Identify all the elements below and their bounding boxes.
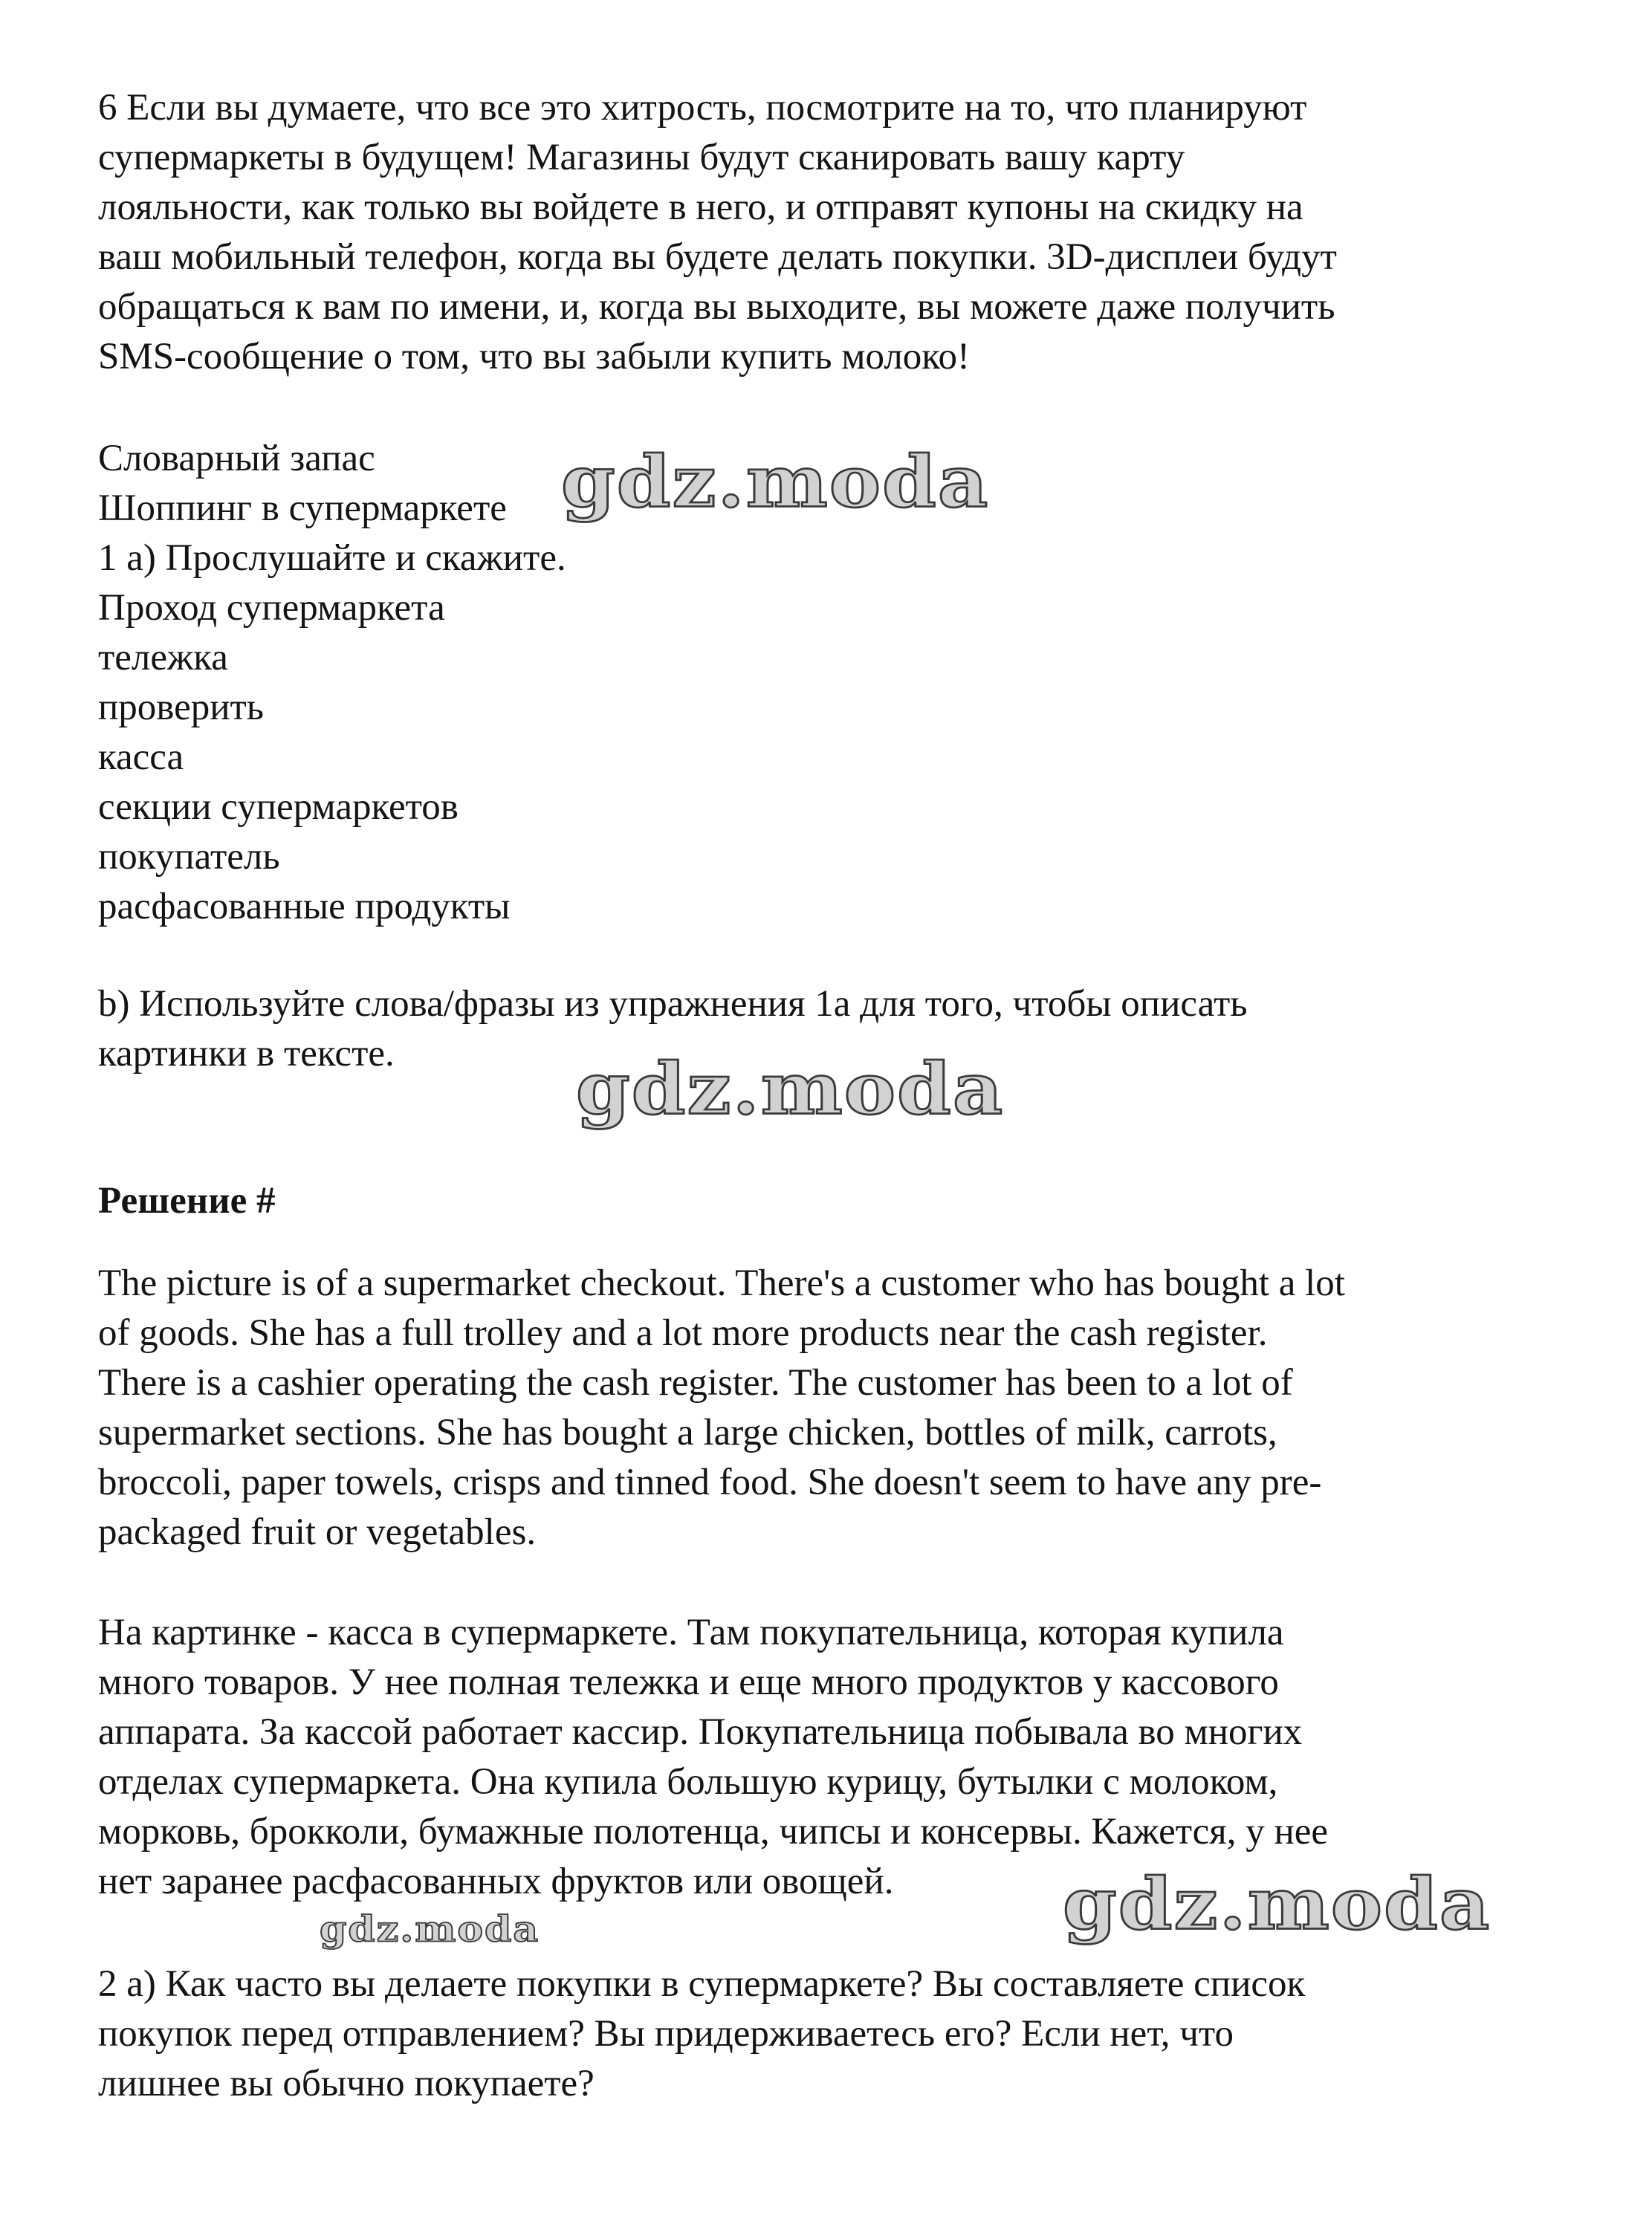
text-line: The picture is of a supermarket checkout. There's a customer who has bought a lot xyxy=(98,1263,1345,1304)
vocabulary-word: Проход супермаркета xyxy=(98,587,445,629)
text-line: ваш мобильный телефон, когда вы будете делать покупки. 3D-дисплеи будут xyxy=(98,236,1337,278)
vocabulary-word: расфасованные продукты xyxy=(98,886,511,927)
vocabulary-subheading: Шоппинг в супермаркете xyxy=(98,487,507,529)
task-1a-instruction: 1 a) Прослушайте и скажите. xyxy=(98,537,566,579)
solution-heading-text: Решение # xyxy=(98,1180,276,1222)
text-line: packaged fruit or vegetables. xyxy=(98,1511,537,1553)
text-line: supermarket sections. She has bought a large chicken, bottles of milk, carrots, xyxy=(98,1412,1277,1453)
text-line: 6 Если вы думаете, что все это хитрость, посмотрите на то, что планируют xyxy=(98,87,1307,129)
watermark-logo: gdz.moda xyxy=(320,1908,540,1951)
task-2a xyxy=(98,1960,1570,2109)
text-line: 2 a) Как часто вы делаете покупки в супермаркете? Вы составляете список xyxy=(98,1963,1306,2005)
text-line: морковь, брокколи, бумажные полотенца, чипсы и консервы. Кажется, у нее xyxy=(98,1811,1329,1853)
text-line: покупок перед отправлением? Вы придерживаетесь его? Если нет, что xyxy=(98,2013,1234,2055)
text-line: broccoli, paper towels, crisps and tinned food. She doesn't seem to have any pre- xyxy=(98,1462,1322,1503)
paragraph-6 xyxy=(98,83,1570,382)
vocabulary-word: тележка xyxy=(98,637,228,678)
text-line: На картинке - касса в супермаркете. Там покупательница, которая купила xyxy=(98,1612,1284,1653)
text-line: b) Используйте слова/фразы из упражнения 1a для того, чтобы описать xyxy=(98,983,1248,1025)
vocabulary-word: секции супермаркетов xyxy=(98,786,459,828)
text-line: отделах супермаркета. Она купила большую курицу, бутылки с молоком, xyxy=(98,1761,1278,1803)
solution-english xyxy=(98,1259,1570,1558)
watermark-logo: gdz.moda xyxy=(576,1046,1005,1131)
watermark-logo: gdz.moda xyxy=(1063,1861,1491,1946)
solution-heading xyxy=(98,1176,1570,1226)
vocabulary-word: проверить xyxy=(98,687,265,728)
text-line: лишнее вы обычно покупаете? xyxy=(98,2063,595,2104)
vocabulary-word: покупатель xyxy=(98,836,280,878)
text-line: супермаркеты в будущем! Магазины будут сканировать вашу карту xyxy=(98,137,1185,178)
text-line: лояльности, как только вы войдете в него, и отправят купоны на скидку на xyxy=(98,187,1303,228)
text-line: картинки в тексте. xyxy=(98,1033,395,1075)
text-line: аппарата. За кассой работает кассир. Покупательница побывала во многих xyxy=(98,1711,1303,1753)
text-line: обращаться к вам по имени, и, когда вы выходите, вы можете даже получить xyxy=(98,286,1335,328)
watermark-logo: gdz.moda xyxy=(561,439,990,524)
text-line: нет заранее расфасованных фруктов или овощей. xyxy=(98,1861,894,1902)
vocabulary-heading: Словарный запас xyxy=(98,438,375,479)
vocabulary-word: касса xyxy=(98,736,184,778)
text-line: There is a cashier operating the cash register. The customer has been to a lot of xyxy=(98,1362,1293,1404)
text-line: SMS-сообщение о том, что вы забыли купить молоко! xyxy=(98,336,970,377)
text-line: много товаров. У нее полная тележка и еще много продуктов у кассового xyxy=(98,1662,1279,1703)
text-line: of goods. She has a full trolley and a lot more products near the cash register. xyxy=(98,1312,1268,1354)
